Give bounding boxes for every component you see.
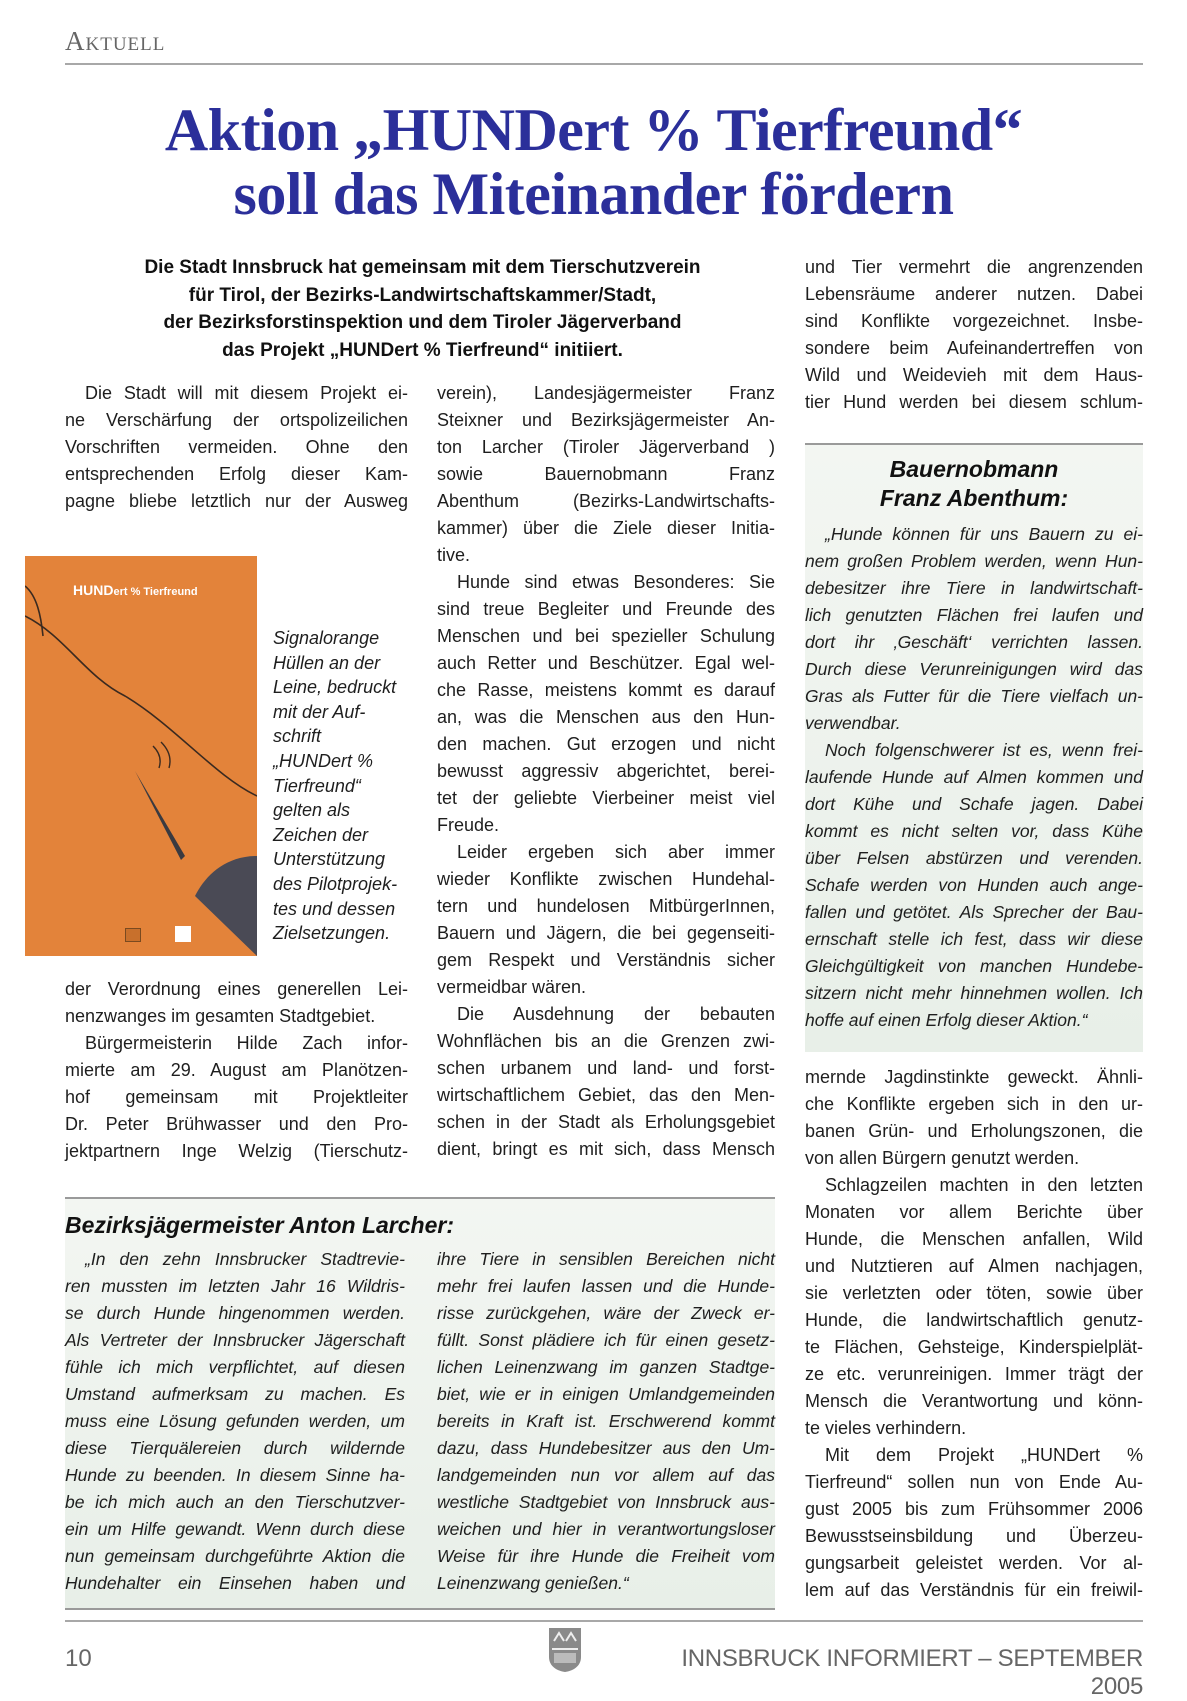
- text-line: Die Stadt will mit diesem Projekt ei-: [85, 383, 408, 403]
- title-line: Aktion „HUNDert % Tierfreund“: [164, 97, 1023, 163]
- text-line: risse zurückgehen, wäre der Zweck er-: [437, 1303, 775, 1323]
- text-line: wirtschaftlichem Gebiet, das den Men-: [437, 1085, 775, 1105]
- text-line: „Hunde können für uns Bauern zu ei-: [825, 524, 1143, 544]
- text-line: che Konflikte ergeben sich in den ur-: [805, 1094, 1143, 1114]
- caption-line: des Pilotprojek-: [273, 873, 398, 894]
- poster-title-rest: ert % Tierfreund: [113, 586, 198, 598]
- lead-line: Die Stadt Innsbruck hat gemeinsam mit dem Tierschutzverein: [144, 257, 701, 278]
- text-line: Noch folgenschwerer ist es, wenn frei-: [825, 740, 1143, 760]
- text-line: gungsarbeit geleistet werden. Vor al-: [805, 1553, 1143, 1573]
- text-line: ton Larcher (Tiroler Jägerverband ): [437, 437, 775, 457]
- text-line: Leider ergeben sich aber immer: [457, 842, 775, 862]
- text-line: banen Grün- und Erholungszonen, die: [805, 1121, 1143, 1141]
- innsbruck-crest-icon: [548, 1627, 582, 1673]
- text-line: sowie Bauernobmann Franz: [437, 464, 775, 484]
- text-line: ren mussten im letzten Jahr 16 Wildris-: [65, 1276, 405, 1296]
- text-line: wieder Konflikte zwischen Hundehal-: [437, 869, 775, 889]
- text-line: füllt. Sonst plädiere ich für einen gesetz-: [437, 1330, 775, 1350]
- publication-title: INNSBRUCK INFORMIERT – SEPTEMBER 2005: [681, 1645, 1143, 1700]
- text-line: lich genutzten Flächen frei laufen und: [805, 605, 1143, 625]
- text-line: se durch Hunde hingenommen werden.: [65, 1303, 405, 1323]
- quote-text: [805, 521, 1143, 1034]
- footer-rule: [65, 1620, 1143, 1622]
- text-line: bewusst aggressiv abgerichtet, berei-: [437, 761, 775, 781]
- text-line: biet, wie er in einigen Umlandgemeinden: [437, 1384, 775, 1404]
- caption-line: Signalorange: [273, 628, 380, 648]
- text-line: der Verordnung eines generellen Lei-: [65, 979, 408, 999]
- text-line: Tierfreund“ sollen nun von Ende Au-: [805, 1472, 1143, 1492]
- text-line: kommt es nicht selten vor, dass Kühe: [805, 821, 1143, 841]
- column-1-top: [65, 380, 408, 515]
- article-title: [40, 98, 1147, 226]
- text-line: Hunde, die landwirtschaftlich genutz-: [805, 1310, 1143, 1330]
- text-line: entsprechenden Erfolg dieser Kam-: [65, 464, 408, 484]
- text-line: Gras als Futter für die Tiere vielfach un-: [805, 686, 1143, 706]
- text-line: Schafe werden von Hunden auch ange-: [805, 875, 1143, 895]
- text-line: Abenthum (Bezirks-Landwirtschafts-: [437, 491, 775, 511]
- caption-line: „HUNDert %: [273, 750, 374, 771]
- lead-line: der Bezirksforstinspektion und dem Tiroler Jägerverband: [163, 312, 682, 333]
- text-line: Hunde, die Menschen anfallen, Wild: [805, 1229, 1143, 1249]
- text-line: vermeidbar wären.: [437, 977, 587, 997]
- text-line: Hunde sind etwas Besonderes: Sie: [457, 572, 775, 592]
- lead-line: das Projekt „HUNDert % Tierfreund“ initiiert.: [222, 339, 623, 361]
- text-line: landgemeinden nun vor allem auf das: [437, 1465, 775, 1485]
- header-rule: [65, 63, 1143, 65]
- lead-line: für Tirol, der Bezirks-Landwirtschaftskammer/Stadt,: [188, 284, 657, 306]
- text-line: te vieles verhindern.: [805, 1418, 967, 1438]
- caption-line: Unterstützung: [273, 849, 386, 870]
- text-line: Gleichgültigkeit von manchen Hundebe-: [805, 956, 1143, 976]
- text-line: pagne bliebe letztlich nur der Ausweg: [65, 491, 408, 511]
- text-line: sind Konflikte vorgezeichnet. Insbe-: [805, 311, 1143, 331]
- text-line: Weise für ihre Hunde die Freiheit vom: [437, 1546, 775, 1566]
- quote-box-farmer: [805, 443, 1143, 1052]
- text-line: ein um Hilfe gewandt. Wenn durch diese: [65, 1519, 405, 1539]
- text-line: nem großen Problem werden, wenn Hun-: [805, 551, 1143, 571]
- text-line: nun gemeinsam durchgeführte Aktion die: [65, 1546, 405, 1566]
- text-line: und Nutztieren auf Almen nachjagen,: [805, 1256, 1143, 1276]
- text-line: mernde Jagdinstinkte geweckt. Ähnli-: [805, 1067, 1143, 1087]
- text-line: hof gemeinsam mit Projektleiter: [65, 1087, 408, 1107]
- poster-title-bold: HUND: [73, 582, 114, 598]
- text-line: Wild und Weidevieh mit dem Haus-: [805, 365, 1143, 385]
- image-caption: [273, 626, 408, 946]
- text-line: verwendbar.: [805, 713, 901, 733]
- quote-heading: Bezirksjägermeister Anton Larcher:: [65, 1212, 455, 1238]
- text-line: fallen und getötet. Als Sprecher der Bau-: [805, 902, 1143, 922]
- text-line: bereits in Kraft ist. Erschwerend kommt: [437, 1411, 775, 1431]
- text-line: ernschaft stelle ich fest, dass wir diese: [805, 929, 1143, 949]
- caption-line: Zielsetzungen.: [273, 923, 391, 944]
- text-line: gem Respekt und Verständnis sicher: [437, 950, 775, 970]
- article-lead: [65, 254, 780, 364]
- text-line: lichen Leinenzwang im ganzen Stadtge-: [437, 1357, 775, 1377]
- text-line: auch Retter und Beschützer. Egal wel-: [437, 653, 775, 673]
- text-line: Dr. Peter Brühwasser und den Pro-: [65, 1114, 408, 1134]
- text-line: und Tier vermehrt die angrenzenden: [805, 257, 1143, 277]
- text-line: lem auf das Verständnis für ein freiwil-: [805, 1580, 1143, 1600]
- text-line: Mit dem Projekt „HUNDert %: [825, 1445, 1143, 1465]
- text-line: mierte am 29. August am Planötzen-: [65, 1060, 408, 1080]
- page-number: 10: [65, 1645, 92, 1672]
- text-line: jektpartnern Inge Welzig (Tierschutz-: [65, 1141, 408, 1161]
- poster-image: [25, 556, 257, 956]
- text-line: weichen und hier in verantwortungsloser: [437, 1519, 775, 1539]
- quote-heading-line: Bauernobmann: [889, 456, 1059, 482]
- text-line: tier Hund werden bei diesem schlum-: [805, 392, 1143, 412]
- text-line: Mensch die Verantwortung und könn-: [805, 1391, 1143, 1411]
- text-line: Steixner und Bezirksjägermeister An-: [437, 410, 775, 430]
- text-line: ne Verschärfung der ortspolizeilichen: [65, 410, 408, 430]
- text-line: te Flächen, Gehsteige, Kinderspielplät-: [805, 1337, 1143, 1357]
- text-line: sind treue Begleiter und Freunde des: [437, 599, 775, 619]
- text-line: an, was die Menschen aus den Hun-: [437, 707, 775, 727]
- text-line: be ich mich auch an den Tierschutzver-: [65, 1492, 405, 1512]
- text-line: Schlagzeilen machten in den letzten: [825, 1175, 1143, 1195]
- text-line: fühle ich mich verpflichtet, auf diesen: [65, 1357, 405, 1377]
- title-line: soll das Miteinander fördern: [233, 161, 954, 227]
- text-line: Als Vertreter der Innsbrucker Jägerschaft: [65, 1330, 405, 1350]
- text-line: nenzwanges im gesamten Stadtgebiet.: [65, 1006, 376, 1026]
- text-line: Hunde zu beenden. In diesem Sinne ha-: [65, 1465, 405, 1485]
- text-line: Bewusstseinsbildung und Überzeu-: [805, 1526, 1143, 1546]
- caption-line: Zeichen der: [273, 824, 369, 845]
- text-line: über Felsen abstürzen und verenden.: [805, 848, 1143, 868]
- text-line: Vorschriften vermeiden. Ohne den: [65, 437, 408, 457]
- text-line: tet der geliebte Vierbeiner meist viel: [437, 788, 775, 808]
- text-line: sie verletzten oder töten, sowie über: [805, 1283, 1143, 1303]
- text-line: Umstand aufmerksam zu machen. Es: [65, 1384, 405, 1404]
- column-3-bottom: [805, 1064, 1143, 1604]
- text-line: tern und hundelosen MitbürgerInnen,: [437, 896, 775, 916]
- column-3-top: [805, 254, 1143, 416]
- text-line: schen in der Stadt als Erholungsgebiet: [437, 1112, 775, 1132]
- text-line: Lebensräume anderer nutzen. Dabei: [805, 284, 1143, 304]
- text-line: Freude.: [437, 815, 500, 835]
- text-line: dort Kühe und Schafe jagen. Dabei: [805, 794, 1143, 814]
- text-line: tive.: [437, 545, 471, 565]
- text-line: diese Tierquälereien durch wildernde: [65, 1438, 405, 1458]
- quote-heading-line: Franz Abenthum:: [879, 485, 1069, 511]
- text-line: kammer) über die Ziele dieser Initia-: [437, 518, 775, 538]
- text-line: hoffe auf einen Erfolg dieser Aktion.“: [805, 1010, 1088, 1030]
- caption-line: tes und dessen: [273, 898, 396, 919]
- caption-line: gelten als: [273, 800, 351, 821]
- text-line: ze etc. verunreinigen. Immer trägt der: [805, 1364, 1143, 1384]
- quote-text-left: [65, 1246, 405, 1597]
- text-line: dort ihr ‚Geschäft‘ verrichten lassen.: [805, 632, 1143, 652]
- caption-line: Tierfreund“: [273, 775, 361, 796]
- column-2: [437, 380, 775, 1163]
- text-line: von allen Bürgern genutzt werden.: [805, 1148, 1080, 1168]
- text-line: schen urbanem und land- und forst-: [437, 1058, 775, 1078]
- text-line: Hundehalter ein Einsehen haben und: [65, 1573, 405, 1593]
- text-line: Die Ausdehnung der bebauten: [457, 1004, 775, 1024]
- text-line: Bauern und Jägern, die bei gegenseiti-: [437, 923, 775, 943]
- text-line: ihre Tiere in sensiblen Bereichen nicht: [437, 1249, 775, 1269]
- text-line: Durch diese Verunreinigungen wird das: [805, 659, 1143, 679]
- text-line: debesitzer ihre Tiere in landwirtschaft-: [805, 578, 1143, 598]
- column-1-bottom: [65, 976, 408, 1165]
- quote-heading: [805, 455, 1143, 513]
- text-line: gust 2005 bis zum Frühsommer 2006: [805, 1499, 1143, 1519]
- text-line: mehr frei laufen lassen und die Hunde-: [437, 1276, 775, 1296]
- caption-line: Leine, bedruckt: [273, 677, 397, 698]
- text-line: verein), Landesjägermeister Franz: [437, 383, 775, 403]
- text-line: muss eine Lösung gefunden werden, um: [65, 1411, 405, 1431]
- text-line: Wohnflächen bis an die Grenzen zwi-: [437, 1031, 775, 1051]
- text-line: Monaten vor allem Berichte über: [805, 1202, 1143, 1222]
- text-line: westliche Stadtgebiet von Innsbruck aus-: [437, 1492, 775, 1512]
- quote-text-right: [437, 1246, 775, 1597]
- text-line: che Rasse, meistens kommt es darauf: [437, 680, 775, 700]
- section-label: Aktuell: [65, 26, 166, 56]
- logo-icon: [175, 926, 191, 942]
- poster-title: [73, 582, 198, 598]
- dog-illustration-icon: [25, 556, 257, 956]
- text-line: Leinenzwang genießen.“: [437, 1573, 629, 1593]
- text-line: dazu, dass Hundebesitzer aus den Um-: [437, 1438, 775, 1458]
- text-line: Menschen und bei spezieller Schulung: [437, 626, 775, 646]
- logo-icon: [125, 928, 141, 942]
- caption-line: schrift: [273, 726, 322, 747]
- text-line: den machen. Gut erzogen und nicht: [437, 734, 775, 754]
- text-line: dient, bringt es mit sich, dass Mensch: [437, 1139, 775, 1159]
- text-line: „In den zehn Innsbrucker Stadtrevie-: [85, 1249, 405, 1269]
- text-line: Bürgermeisterin Hilde Zach infor-: [85, 1033, 408, 1053]
- text-line: sondere beim Aufeinandertreffen von: [805, 338, 1143, 358]
- text-line: sitzern nicht mehr hinnehmen wollen. Ich: [805, 983, 1143, 1003]
- text-line: laufende Hunde auf Almen kommen und: [805, 767, 1143, 787]
- quote-box-hunter: [65, 1197, 775, 1610]
- caption-line: Hüllen an der: [273, 652, 381, 673]
- caption-line: mit der Auf-: [273, 701, 366, 722]
